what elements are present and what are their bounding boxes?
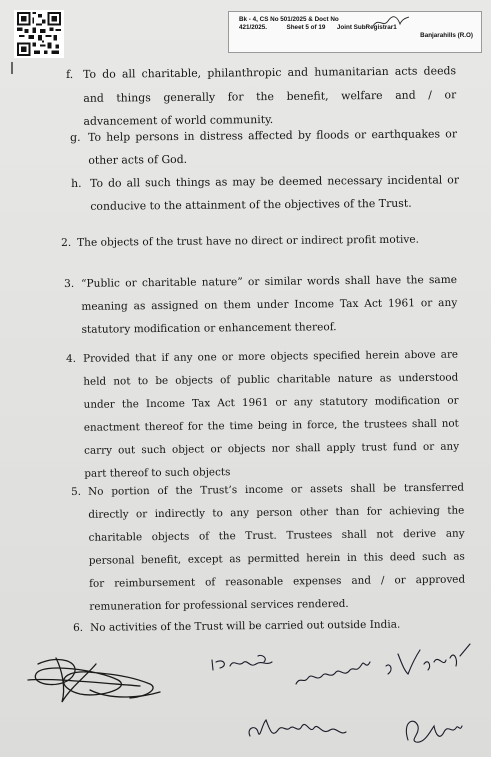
clause-h bbox=[71, 173, 460, 213]
clause-line: No activities of the Trust will be carried out outside India. bbox=[89, 618, 401, 634]
clause-line: To help persons in distress affected by floods or earthquakes or bbox=[87, 127, 458, 144]
clause-f bbox=[66, 64, 457, 128]
signature-rung bbox=[406, 721, 462, 742]
clause-line: and things generally for the benefit, welfare and / or bbox=[83, 87, 457, 105]
signatures-area bbox=[0, 640, 491, 757]
clause-marker: 2. bbox=[61, 236, 72, 249]
stamp-line-1: Bk - 4, CS No 501/2025 & Doct No bbox=[239, 16, 339, 23]
clause-line: Provided that if any one or more objects specified herein above are bbox=[82, 348, 459, 365]
clause-marker: 3. bbox=[64, 277, 75, 290]
clause-line: part thereof to such objects bbox=[84, 465, 231, 480]
signature-dinkhamans bbox=[249, 720, 346, 736]
clause-marker: 5. bbox=[71, 485, 82, 498]
clause-line: The objects of the trust have no direct or indirect profit motive. bbox=[76, 233, 420, 249]
clause-marker: 6. bbox=[73, 621, 84, 634]
clause-6 bbox=[73, 618, 410, 634]
stamp-document-number: 421/2025. bbox=[239, 23, 268, 31]
clause-line: To do all such things as may be deemed necessary incidental or bbox=[89, 173, 460, 190]
clause-5 bbox=[71, 481, 466, 613]
clause-marker: 4. bbox=[66, 352, 77, 365]
clause-marker: f. bbox=[66, 67, 74, 81]
clause-3 bbox=[64, 273, 458, 336]
clause-marker: h. bbox=[71, 176, 82, 190]
clause-line: To do all charitable, philanthropic and humanitarian acts deeds bbox=[82, 64, 457, 81]
clause-line: held not to be objects of public charitable nature as understood bbox=[83, 371, 459, 388]
clause-line: statutory modification or enhancement thereof. bbox=[81, 320, 337, 336]
stamp-location: Banjarahills (R.O) bbox=[420, 31, 473, 39]
clause-line: remuneration for professional services rendered. bbox=[89, 597, 349, 613]
clause-line: other acts of God. bbox=[88, 152, 188, 167]
clause-line: advancement of world community. bbox=[83, 113, 274, 128]
clause-g bbox=[70, 127, 458, 167]
clause-line: “Public or charitable nature” or similar words shall have the same bbox=[80, 273, 458, 290]
stamp-sheet: Sheet 5 of 19 bbox=[286, 23, 326, 31]
stamp-office: Joint SubRegistrar1 bbox=[336, 23, 397, 31]
clause-line: conducive to the attainment of the objectives of the Trust. bbox=[90, 196, 412, 213]
clause-line: meaning as assigned on them under Income Tax Act 1961 or any bbox=[81, 296, 458, 313]
clause-line: personal benefit, except as permitted herein in this deed such as bbox=[88, 550, 465, 567]
clause-line: for reimbursement of reasonable expenses and / or approved bbox=[89, 573, 466, 590]
clause-line: enactment thereof for the time being in force, the trustees shall not bbox=[83, 417, 459, 434]
clause-line: No portion of the Trust’s income or assets shall be transferred bbox=[87, 481, 465, 498]
clause-line: carry out such object or objects nor shall apply trust fund or any bbox=[84, 440, 460, 457]
clause-marker: g. bbox=[70, 130, 81, 144]
clause-2 bbox=[61, 233, 430, 249]
clause-4 bbox=[66, 348, 460, 480]
clause-line: under the Income Tax Act 1961 or any statutory modification or bbox=[83, 394, 459, 411]
clause-line: directly or indirectly to any person other than for achieving the bbox=[88, 504, 465, 521]
clause-line: charitable objects of the Trust. Trustees shall not derive any bbox=[88, 527, 465, 544]
